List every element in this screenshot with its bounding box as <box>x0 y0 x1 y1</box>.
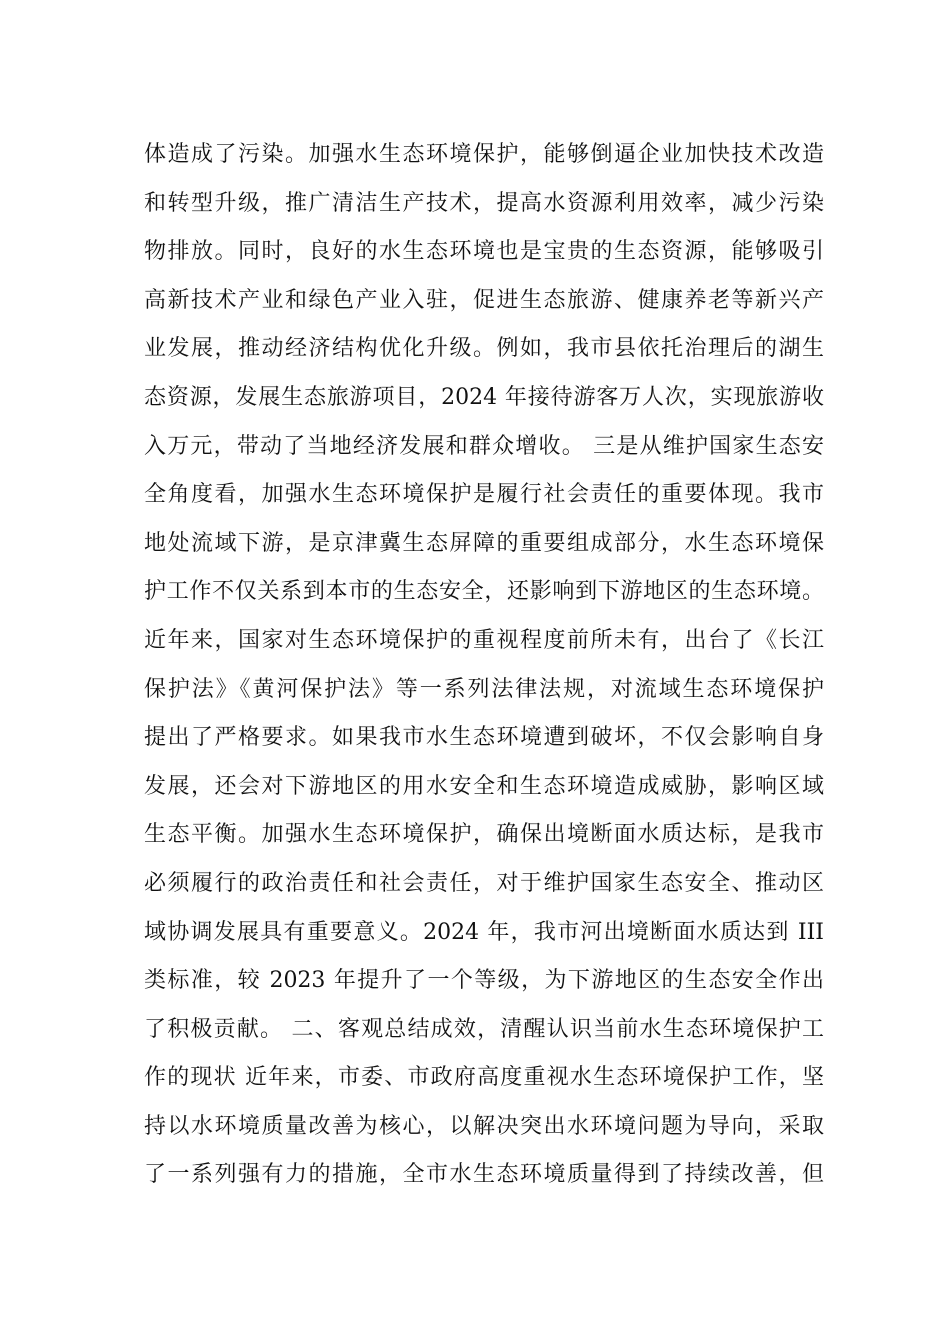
text-line: 近年来，国家对生态环境保护的重视程度前所未有，出台了《长江 <box>144 627 824 653</box>
text-line: 发展，还会对下游地区的用水安全和生态环境造成威胁，影响区域 <box>144 773 824 799</box>
text-line: 和转型升级，推广清洁生产技术，提高水资源利用效率，减少污染 <box>144 190 824 216</box>
text-line: 必须履行的政治责任和社会责任，对于维护国家生态安全、推动区 <box>144 870 824 896</box>
text-line: 持以水环境质量改善为核心，以解决突出水环境问题为导向，采取 <box>144 1113 824 1139</box>
text-line: 了一系列强有力的措施，全市水生态环境质量得到了持续改善，但 <box>144 1162 824 1188</box>
text-line: 全角度看，加强水生态环境保护是履行社会责任的重要体现。我市 <box>144 482 824 508</box>
text-line: 类标准，较 2023 年提升了一个等级，为下游地区的生态安全作出 <box>144 968 824 994</box>
text-line: 入万元，带动了当地经济发展和群众增收。 三是从维护国家生态安 <box>144 433 824 459</box>
text-line: 业发展，推动经济结构优化升级。例如，我市县依托治理后的湖生 <box>144 336 824 362</box>
text-line: 地处流域下游，是京津冀生态屏障的重要组成部分，水生态环境保 <box>144 530 824 556</box>
text-line: 保护法》《黄河保护法》等一系列法律法规，对流域生态环境保护 <box>144 676 824 702</box>
text-line: 物排放。同时，良好的水生态环境也是宝贵的生态资源，能够吸引 <box>144 239 824 265</box>
text-line: 作的现状 近年来，市委、市政府高度重视水生态环境保护工作，坚 <box>144 1065 824 1091</box>
body-text <box>144 131 824 1200</box>
text-line: 提出了严格要求。如果我市水生态环境遭到破坏，不仅会影响自身 <box>144 725 824 751</box>
text-line: 护工作不仅关系到本市的生态安全，还影响到下游地区的生态环境。 <box>144 579 824 605</box>
text-line: 高新技术产业和绿色产业入驻，促进生态旅游、健康养老等新兴产 <box>144 287 824 313</box>
text-line: 生态平衡。加强水生态环境保护，确保出境断面水质达标，是我市 <box>144 822 824 848</box>
text-line: 了积极贡献。 二、客观总结成效，清醒认识当前水生态环境保护工 <box>144 1016 824 1042</box>
text-line: 体造成了污染。加强水生态环境保护，能够倒逼企业加快技术改造 <box>144 142 824 167</box>
text-line: 域协调发展具有重要意义。2024 年，我市河出境断面水质达到 III <box>144 919 824 945</box>
text-line: 态资源，发展生态旅游项目，2024 年接待游客万人次，实现旅游收 <box>144 384 824 410</box>
